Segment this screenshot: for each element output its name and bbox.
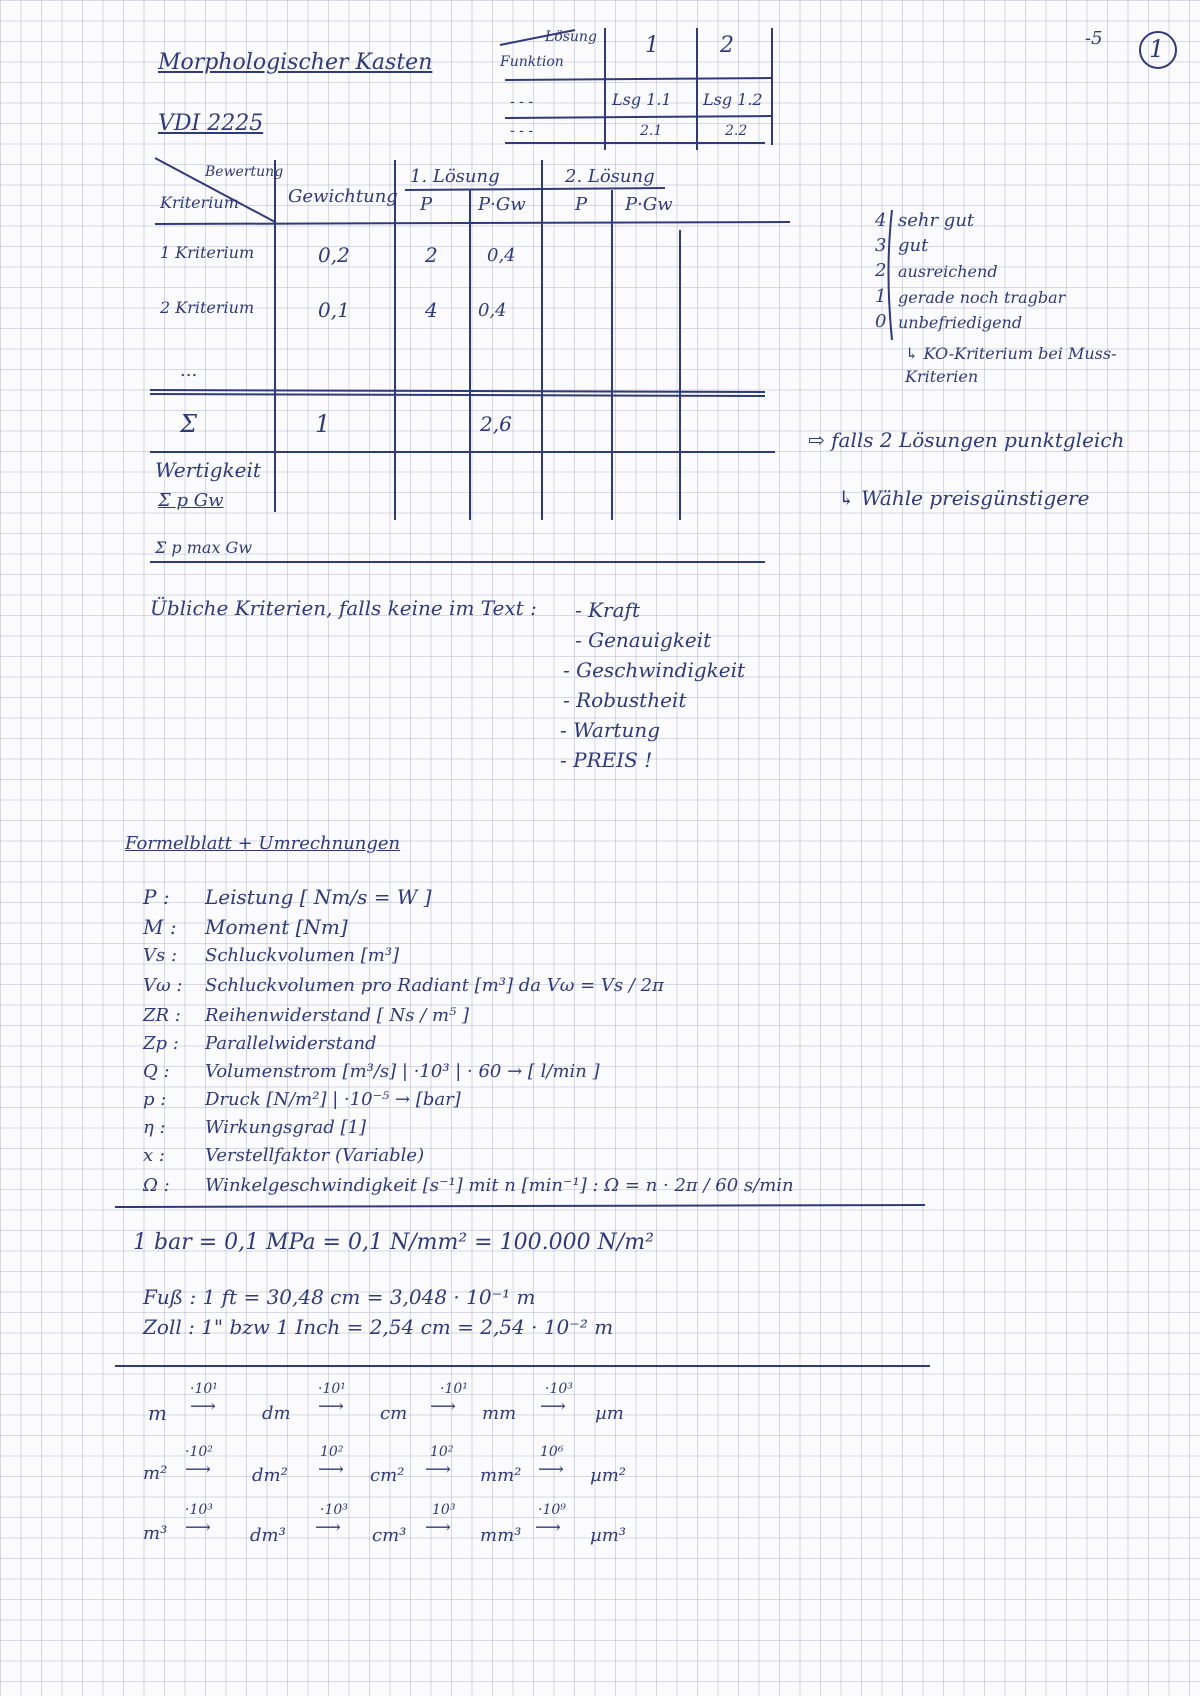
formula-text-7: Volumenstrom [m³/s] | ·10³ | · 60 → [ l/min ]	[205, 1061, 600, 1082]
eval-row-1-label: 1 Kriterium	[160, 243, 255, 262]
formula-text-8: Druck [N/m²] | ·10⁻⁵ → [bar]	[205, 1089, 461, 1110]
scale-value-3: gut	[898, 235, 929, 256]
eval-sum-weight: 1	[315, 410, 331, 438]
formula-sym-2: M :	[143, 915, 177, 939]
eval-row-1-pgw: 0,4	[487, 245, 516, 266]
tie-note-2: ↳ Wähle preisgünstigere	[838, 486, 1090, 510]
unit-area-step-3: 10²	[430, 1444, 454, 1460]
eval-p-2: P	[575, 194, 588, 215]
unit-volume-to-2: cm³	[372, 1525, 407, 1546]
unit-length-step-3: ·10¹	[440, 1381, 468, 1397]
formula-text-3: Schluckvolumen [m³]	[205, 945, 400, 966]
scale-value-2: ausreichend	[898, 262, 998, 281]
eval-corner-bottom: Kriterium	[160, 193, 239, 212]
unit-length-to-2: cm	[380, 1403, 408, 1424]
arrow-right-icon: ⟶	[425, 1459, 451, 1480]
formula-sym-10: x :	[143, 1145, 165, 1166]
page-number: -5	[1085, 28, 1103, 49]
unit-area-step-2: 10²	[320, 1444, 344, 1460]
unit-length-to-3: mm	[482, 1403, 517, 1424]
eval-wert-max: Σ p max Gw	[155, 538, 253, 557]
unit-length-to-4: µm	[595, 1403, 624, 1424]
formula-text-11: Winkelgeschwindigkeit [s⁻¹] mit n [min⁻¹] : Ω = n · 2π / 60 s/min	[205, 1175, 794, 1196]
scale-key-0: 0	[875, 311, 887, 332]
formula-text-1: Leistung [ Nm/s = W ]	[205, 885, 432, 909]
morph-col-1: 1	[645, 33, 659, 58]
scale-key-1: 1	[875, 286, 887, 307]
criteria-item-3: - Geschwindigkeit	[563, 658, 746, 682]
unit-area-to-3: mm²	[480, 1465, 522, 1486]
morph-row-2-label: - - -	[510, 123, 534, 139]
criteria-lead: Übliche Kriterien, falls keine im Text :	[150, 596, 537, 620]
arrow-right-icon: ⟶	[425, 1517, 451, 1538]
scale-value-0: unbefriedigend	[898, 313, 1023, 332]
formula-sym-4: Vω :	[143, 975, 183, 996]
formula-sym-11: Ω :	[143, 1175, 170, 1196]
eval-row-2-label: 2 Kriterium	[160, 298, 255, 317]
arrow-right-icon: ⟶	[315, 1517, 341, 1538]
eval-row-2-weight: 0,1	[318, 298, 350, 322]
unit-area-to-1: dm²	[252, 1465, 288, 1486]
criteria-item-5: - Wartung	[560, 718, 661, 742]
unit-length-from: m	[148, 1401, 167, 1425]
eval-pgw-1: P·Gw	[478, 194, 526, 215]
arrow-right-icon: ⟶	[185, 1517, 211, 1538]
arrow-right-icon: ⟶	[430, 1396, 456, 1417]
unit-area-from: m²	[143, 1463, 168, 1484]
circled-page-number: 1	[1149, 35, 1165, 63]
formula-sym-3: Vs :	[143, 945, 178, 966]
conversion-foot: Fuß : 1 ft = 30,48 cm = 3,048 · 10⁻¹ m	[143, 1285, 536, 1309]
arrow-right-icon: ⟶	[318, 1396, 344, 1417]
eval-wert-label: Wertigkeit	[155, 458, 261, 482]
morph-corner-bottom: Funktion	[500, 54, 564, 70]
unit-volume-to-1: dm³	[250, 1525, 286, 1546]
unit-volume-to-4: µm³	[590, 1525, 626, 1546]
scale-value-4: sehr gut	[898, 210, 975, 231]
conversion-inch: Zoll : 1" bzw 1 Inch = 2,54 cm = 2,54 · 10⁻² m	[143, 1315, 614, 1339]
formula-sym-6: Zp :	[143, 1033, 179, 1054]
eval-row-2-pgw: 0,4	[478, 300, 507, 321]
criteria-item-4: - Robustheit	[563, 688, 687, 712]
scale-key-3: 3	[875, 235, 887, 256]
formula-text-6: Parallelwiderstand	[205, 1033, 377, 1054]
unit-area-step-4: 10⁶	[540, 1444, 564, 1460]
criteria-item-2: - Genauigkeit	[575, 628, 712, 652]
morph-corner-top: Lösung	[545, 29, 597, 45]
arrow-right-icon: ⟶	[540, 1396, 566, 1417]
unit-volume-step-3: 10³	[432, 1502, 456, 1518]
eval-wert-sum: Σ p Gw	[158, 490, 224, 511]
arrow-right-icon: ⟶	[318, 1459, 344, 1480]
formula-text-2: Moment [Nm]	[205, 915, 348, 939]
criteria-item-1: - Kraft	[575, 598, 640, 622]
eval-pgw-2: P·Gw	[625, 194, 673, 215]
scale-value-1: gerade noch tragbar	[898, 288, 1066, 307]
title-vdi: VDI 2225	[158, 111, 264, 136]
formula-sym-9: η :	[143, 1117, 166, 1138]
eval-sum-pgw: 2,6	[480, 412, 512, 436]
eval-solution-1: 1. Lösung	[410, 166, 500, 187]
scale-key-2: 2	[875, 260, 887, 281]
arrow-right-icon: ⟶	[190, 1396, 216, 1417]
conversion-bar: 1 bar = 0,1 MPa = 0,1 N/mm² = 100.000 N/m²	[133, 1230, 654, 1255]
eval-sum-label: Σ	[180, 410, 197, 438]
formula-text-4: Schluckvolumen pro Radiant [m³] da Vω = Vs / 2π	[205, 975, 664, 996]
morph-col-2: 2	[720, 33, 734, 58]
unit-volume-step-1: ·10³	[185, 1502, 213, 1518]
eval-row-1-weight: 0,2	[318, 243, 350, 267]
unit-length-step-2: ·10¹	[318, 1381, 346, 1397]
unit-area-step-1: ·10²	[185, 1444, 213, 1460]
unit-length-step-4: ·10³	[545, 1381, 573, 1397]
eval-weight-header: Gewichtung	[288, 186, 398, 207]
morph-row-1-label: - - -	[510, 94, 534, 110]
eval-row-2-p: 4	[425, 298, 438, 322]
arrow-right-icon: ⟶	[185, 1459, 211, 1480]
formula-text-10: Verstellfaktor (Variable)	[205, 1145, 425, 1166]
unit-length-step-1: ·10¹	[190, 1381, 218, 1397]
eval-row-3-label: ...	[180, 360, 198, 381]
scale-key-4: 4	[875, 210, 887, 231]
scale-ko-note: ↳ KO-Kriterium bei Muss-Kriterien	[905, 344, 1117, 387]
formula-heading: Formelblatt + Umrechnungen	[125, 833, 401, 854]
formula-text-5: Reihenwiderstand [ Ns / m⁵ ]	[205, 1005, 470, 1026]
formula-text-9: Wirkungsgrad [1]	[205, 1117, 366, 1138]
unit-area-to-4: µm²	[590, 1465, 626, 1486]
formula-sym-5: ZR :	[143, 1005, 181, 1026]
arrow-right-icon: ⟶	[538, 1459, 564, 1480]
tie-note-1: ⇨ falls 2 Lösungen punktgleich	[808, 428, 1125, 452]
unit-length-to-1: dm	[262, 1403, 291, 1424]
unit-volume-to-3: mm³	[480, 1525, 522, 1546]
unit-volume-step-4: ·10⁹	[538, 1502, 566, 1518]
arrow-right-icon: ⟶	[535, 1517, 561, 1538]
formula-sym-1: P :	[143, 885, 170, 909]
title-morph-box: Morphologischer Kasten	[158, 50, 433, 75]
unit-volume-step-2: ·10³	[320, 1502, 348, 1518]
eval-p-1: P	[420, 194, 433, 215]
morph-cell-2-2: 2.2	[725, 123, 748, 139]
eval-row-1-p: 2	[425, 243, 438, 267]
unit-area-to-2: cm²	[370, 1465, 405, 1486]
unit-volume-from: m³	[143, 1523, 168, 1544]
morph-cell-2-1: 2.1	[640, 123, 663, 139]
morph-cell-1-1: Lsg 1.1	[612, 90, 672, 109]
morph-cell-1-2: Lsg 1.2	[703, 90, 763, 109]
formula-sym-8: p :	[143, 1089, 167, 1110]
criteria-item-6: - PREIS !	[560, 748, 653, 772]
eval-corner-top: Bewertung	[205, 164, 284, 180]
eval-solution-2: 2. Lösung	[565, 166, 655, 187]
formula-sym-7: Q :	[143, 1061, 170, 1082]
